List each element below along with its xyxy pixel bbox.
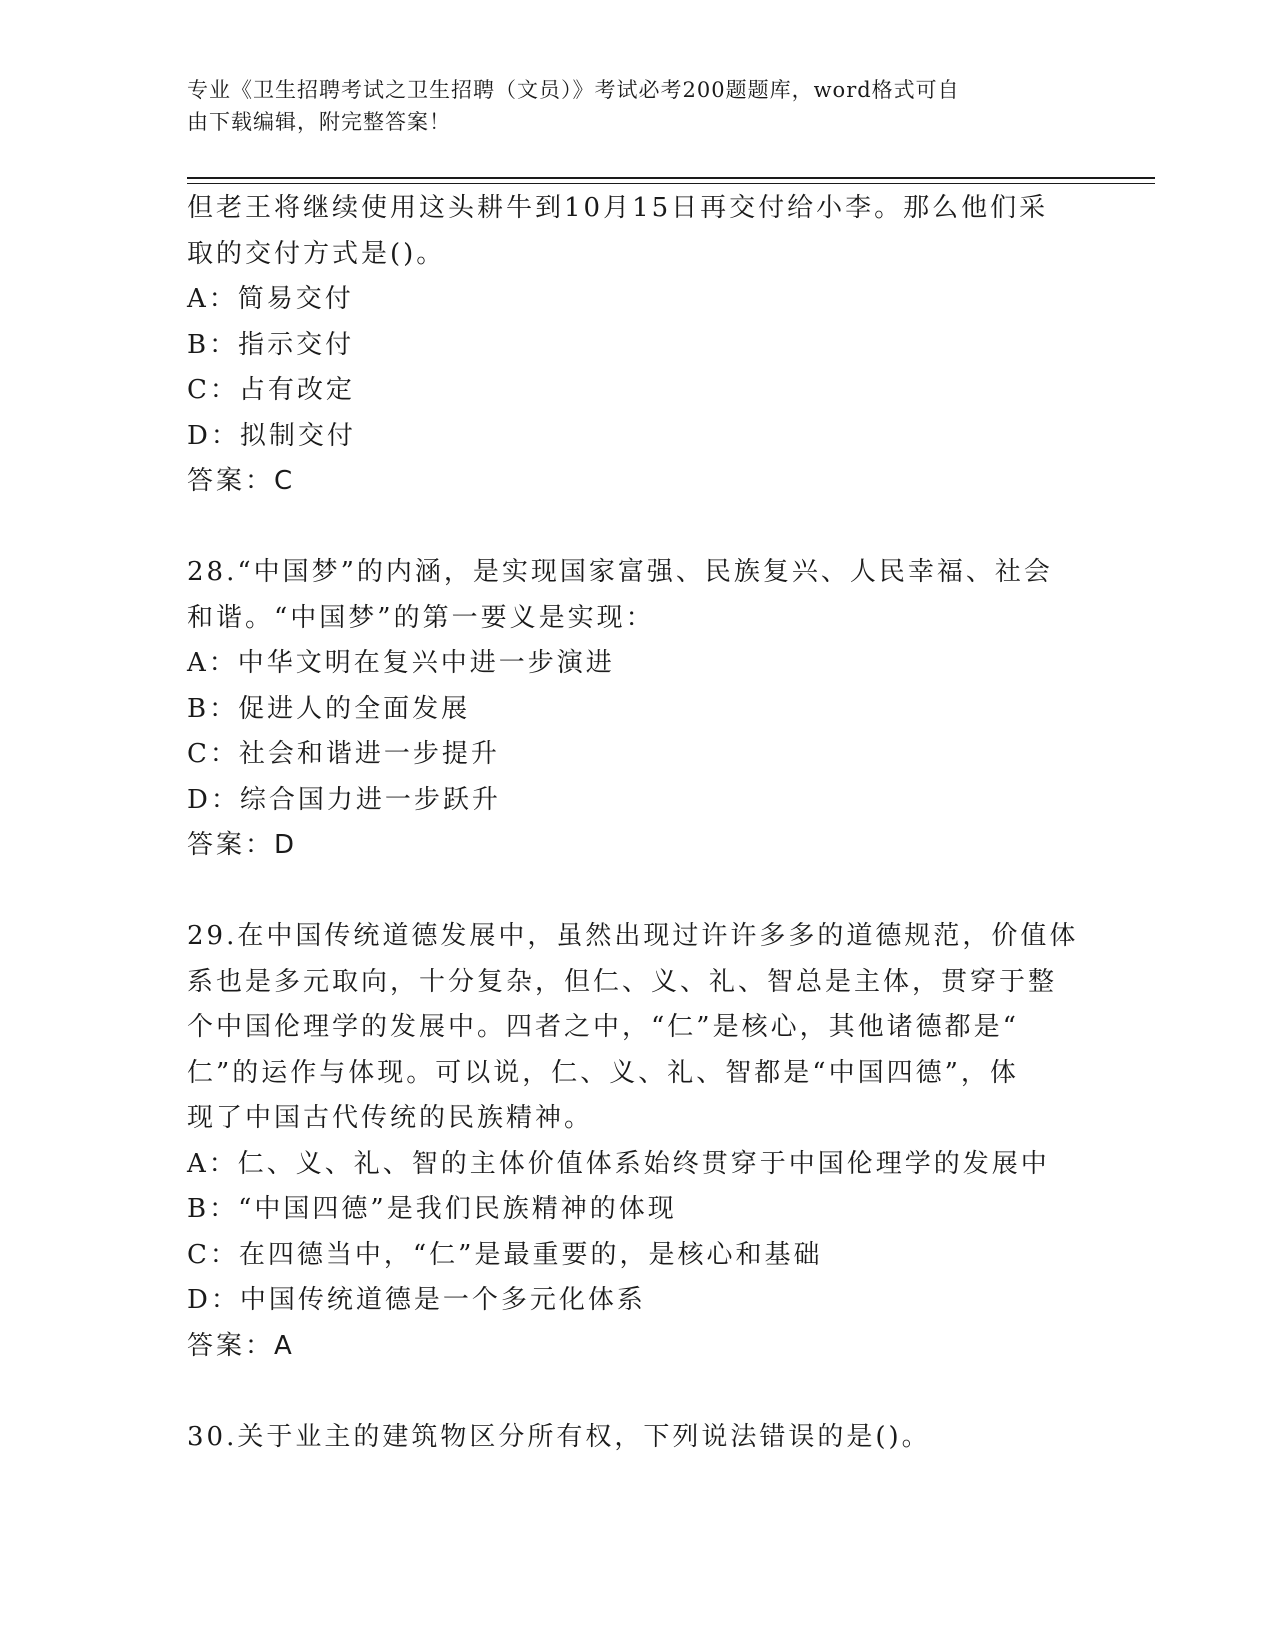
question-stem-line: 28.“中国梦”的内涵，是实现国家富强、民族复兴、人民幸福、社会 xyxy=(187,557,1053,587)
header-line-2: 由下载编辑，附完整答案！ xyxy=(187,110,451,134)
answer-line: 答案：A xyxy=(187,1330,295,1361)
question-27 xyxy=(187,186,1087,505)
header-divider-thin xyxy=(187,183,1155,184)
question-stem-line: 个中国伦理学的发展中。四者之中，“仁”是核心，其他诸德都是“ xyxy=(187,1012,1019,1042)
answer-line: 答案：C xyxy=(187,466,296,496)
question-28 xyxy=(187,550,1087,869)
document-header xyxy=(187,74,1067,138)
question-content xyxy=(187,186,1087,1460)
option-b: B：指示交付 xyxy=(187,329,355,360)
option-d: D：拟制交付 xyxy=(187,420,356,451)
option-b: B：促进人的全面发展 xyxy=(187,693,471,724)
question-stem-line: 取的交付方式是()。 xyxy=(187,238,446,269)
header-divider-thick xyxy=(187,177,1155,179)
question-stem-line: 现了中国古代传统的民族精神。 xyxy=(187,1103,594,1133)
question-stem-line: 和谐。“中国梦”的第一要义是实现： xyxy=(187,602,655,633)
question-stem-line: 30.关于业主的建筑物区分所有权，下列说法错误的是()。 xyxy=(187,1421,931,1452)
header-line-1: 专业《卫生招聘考试之卫生招聘（文员）》考试必考200题题库，word格式可自 xyxy=(187,78,960,102)
question-29 xyxy=(187,914,1087,1369)
option-d: D：中国传统道德是一个多元化体系 xyxy=(187,1285,646,1315)
question-stem-line: 系也是多元取向，十分复杂，但仁、义、礼、智总是主体，贯穿于整 xyxy=(187,966,1058,997)
option-b: B：“中国四德”是我们民族精神的体现 xyxy=(187,1194,677,1224)
option-c: C：社会和谐进一步提升 xyxy=(187,739,500,769)
question-spacer xyxy=(187,1369,1087,1415)
option-c: C：在四德当中，“仁”是最重要的，是核心和基础 xyxy=(187,1239,823,1270)
question-30 xyxy=(187,1415,1087,1461)
question-stem-line: 但老王将继续使用这头耕牛到10月15日再交付给小李。那么他们采 xyxy=(187,193,1049,223)
answer-line: 答案：D xyxy=(187,830,298,860)
option-a: A：简易交付 xyxy=(187,284,354,314)
question-stem-line: 29.在中国传统道德发展中，虽然出现过许许多多的道德规范，价值体 xyxy=(187,921,1079,951)
option-a: A：中华文明在复兴中进一步演进 xyxy=(187,648,615,678)
question-stem-line: 仁”的运作与体现。可以说，仁、义、礼、智都是“中国四德”，体 xyxy=(187,1057,1019,1088)
option-d: D：综合国力进一步跃升 xyxy=(187,784,501,815)
option-c: C：占有改定 xyxy=(187,375,355,405)
question-spacer xyxy=(187,505,1087,551)
question-spacer xyxy=(187,869,1087,915)
option-a: A：仁、义、礼、智的主体价值体系始终贯穿于中国伦理学的发展中 xyxy=(187,1148,1050,1179)
